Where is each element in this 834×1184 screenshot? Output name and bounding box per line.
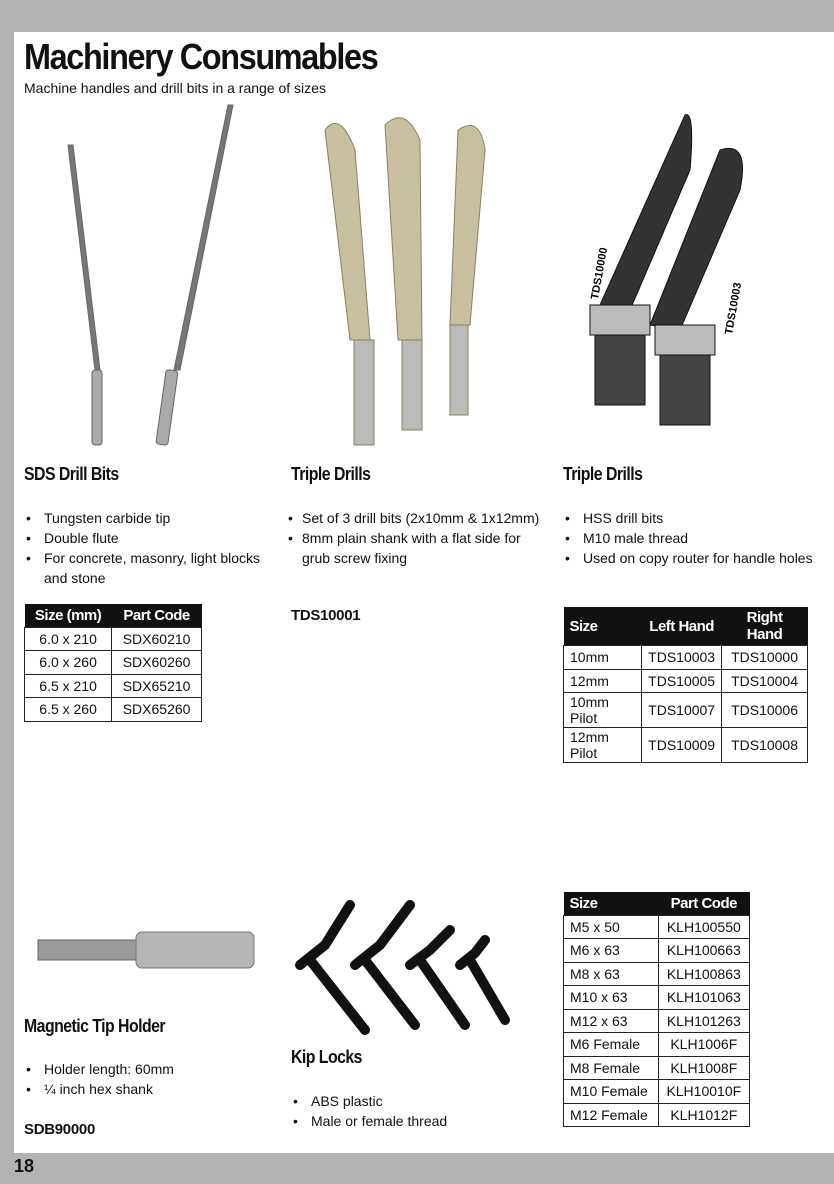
table-row: [564, 1080, 750, 1104]
table-cell: M10 x 63: [564, 986, 659, 1010]
table-cell: KLH100550: [658, 915, 749, 939]
sds-table: [24, 604, 202, 722]
table-row: [564, 693, 808, 728]
table-cell: M6 x 63: [564, 939, 659, 963]
triple-drills-features: [286, 508, 546, 568]
table-header: Size (mm): [25, 604, 112, 627]
sds-features: [24, 508, 274, 588]
triple-drills-heading: Triple Drills: [291, 464, 371, 484]
table-cell: SDX60210: [112, 627, 202, 651]
table-cell: KLH101063: [658, 986, 749, 1010]
table-row: [564, 1033, 750, 1057]
table-header: Size: [564, 607, 642, 646]
table-row: [564, 728, 808, 763]
sds-heading: SDS Drill Bits: [24, 464, 119, 484]
table-cell: 6.0 x 210: [25, 627, 112, 651]
table-row: [564, 986, 750, 1010]
image-label: TDS10000: [589, 246, 611, 301]
table-row: [25, 627, 202, 651]
page-subtitle: Machine handles and drill bits in a range of sizes: [24, 80, 326, 96]
router-drills-table: [563, 607, 808, 763]
list-item: • Male or female thread: [291, 1111, 541, 1131]
magnetic-features: [24, 1059, 274, 1099]
table-cell: KLH1012F: [658, 1103, 749, 1127]
list-item: • 8mm plain shank with a flat side for grub screw fixing: [286, 528, 546, 568]
table-cell: 10mm: [564, 646, 642, 670]
table-cell: TDS10009: [642, 728, 722, 763]
table-row: [25, 698, 202, 722]
list-item: • Used on copy router for handle holes: [563, 548, 823, 568]
table-cell: KLH100863: [658, 962, 749, 986]
table-cell: SDX65260: [112, 698, 202, 722]
table-cell: M5 x 50: [564, 915, 659, 939]
table-header-row: [564, 607, 808, 646]
list-item: • For concrete, masonry, light blocks and stone: [24, 548, 274, 588]
kip-locks-heading: Kip Locks: [291, 1047, 362, 1067]
table-cell: KLH101263: [658, 1009, 749, 1033]
sds-drill-bits-image: [50, 100, 250, 450]
table-row: [564, 669, 808, 693]
table-cell: 12mm Pilot: [564, 728, 642, 763]
table-cell: KLH1008F: [658, 1056, 749, 1080]
router-drills-image: [570, 110, 770, 430]
magnetic-heading: Magnetic Tip Holder: [24, 1016, 166, 1036]
table-header: Right Hand: [722, 607, 808, 646]
list-item: • M10 male thread: [563, 528, 823, 548]
table-cell: SDX65210: [112, 674, 202, 698]
table-cell: M8 Female: [564, 1056, 659, 1080]
table-header-row: [564, 892, 750, 915]
table-cell: TDS10003: [642, 646, 722, 670]
table-cell: M10 Female: [564, 1080, 659, 1104]
table-cell: KLH100663: [658, 939, 749, 963]
table-cell: TDS10007: [642, 693, 722, 728]
table-cell: 6.5 x 260: [25, 698, 112, 722]
kip-locks-image: [290, 895, 520, 1035]
page-number: 18: [14, 1156, 35, 1176]
table-cell: KLH1006F: [658, 1033, 749, 1057]
table-row: [564, 939, 750, 963]
triple-drills-image: [310, 110, 500, 450]
table-row: [564, 962, 750, 986]
table-cell: TDS10004: [722, 669, 808, 693]
router-drills-features: [563, 508, 823, 568]
table-cell: TDS10005: [642, 669, 722, 693]
table-row: [564, 1103, 750, 1127]
table-header: Left Hand: [642, 607, 722, 646]
list-item: • Holder length: 60mm: [24, 1059, 274, 1079]
magnetic-code: SDB90000: [24, 1121, 95, 1138]
triple-drills-code: TDS10001: [291, 607, 361, 624]
table-row: [564, 915, 750, 939]
magnetic-tip-holder-image: [36, 928, 260, 972]
table-header: Part Code: [112, 604, 202, 627]
list-item: • ¼ inch hex shank: [24, 1079, 274, 1099]
table-header: Size: [564, 892, 659, 915]
table-cell: 6.5 x 210: [25, 674, 112, 698]
table-cell: TDS10008: [722, 728, 808, 763]
table-header-row: [25, 604, 202, 627]
table-cell: TDS10000: [722, 646, 808, 670]
table-row: [25, 674, 202, 698]
table-cell: M6 Female: [564, 1033, 659, 1057]
list-item: • HSS drill bits: [563, 508, 823, 528]
kip-locks-table: [563, 892, 750, 1127]
list-item: • Double flute: [24, 528, 274, 548]
table-cell: 6.0 x 260: [25, 651, 112, 675]
table-cell: M12 Female: [564, 1103, 659, 1127]
page-title: Machinery Consumables: [24, 36, 378, 77]
table-cell: 12mm: [564, 669, 642, 693]
table-header: Part Code: [658, 892, 749, 915]
list-item: • ABS plastic: [291, 1091, 541, 1111]
list-item: • Set of 3 drill bits (2x10mm & 1x12mm): [286, 508, 546, 528]
table-row: [564, 646, 808, 670]
table-cell: SDX60260: [112, 651, 202, 675]
table-cell: M12 x 63: [564, 1009, 659, 1033]
list-item: • Tungsten carbide tip: [24, 508, 274, 528]
router-drills-heading: Triple Drills: [563, 464, 643, 484]
table-cell: M8 x 63: [564, 962, 659, 986]
table-row: [25, 651, 202, 675]
table-row: [564, 1009, 750, 1033]
table-cell: 10mm Pilot: [564, 693, 642, 728]
table-cell: TDS10006: [722, 693, 808, 728]
image-label: TDS10003: [723, 281, 745, 336]
kip-locks-features: [291, 1091, 541, 1131]
table-cell: KLH10010F: [658, 1080, 749, 1104]
table-row: [564, 1056, 750, 1080]
